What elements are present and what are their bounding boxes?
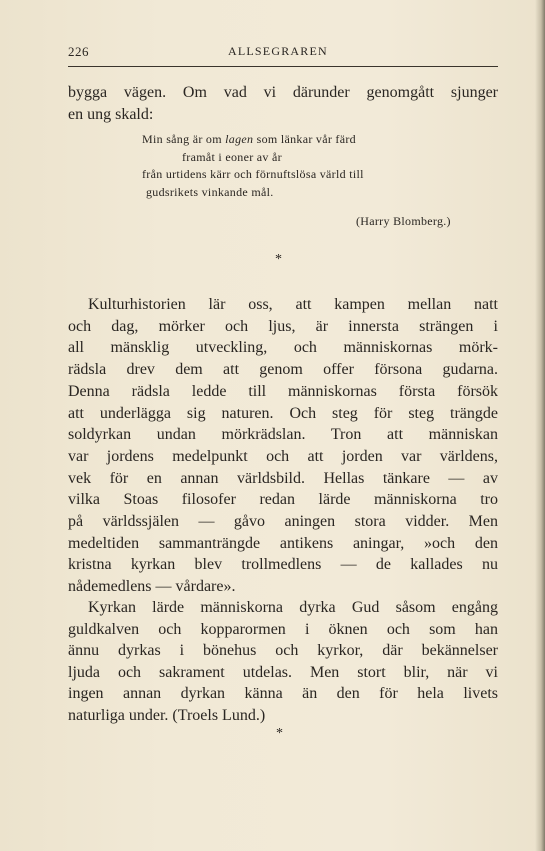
text-line: medeltiden sammanträngde antikens aningar, »och den bbox=[68, 534, 498, 552]
text-line: ännu dyrkas i bönehus och kyrkor, där bekännelser bbox=[68, 642, 498, 659]
verse-line: framåt i eoner av år bbox=[182, 149, 282, 164]
intro-paragraph bbox=[68, 82, 498, 125]
page-number: 226 bbox=[68, 44, 89, 59]
verse-line: gudsrikets vinkande mål. bbox=[146, 184, 274, 199]
verse-quote bbox=[142, 131, 442, 201]
section-separator: * bbox=[275, 252, 282, 267]
text-line: vek för en annan världsbild. Hellas tänkare — av bbox=[68, 469, 498, 487]
main-paragraph bbox=[68, 294, 498, 598]
verse-line bbox=[142, 131, 442, 149]
verse-attribution: (Harry Blomberg.) bbox=[356, 214, 451, 228]
text-line: ljuda och sakrament utdelas. Men stort blir, när vi bbox=[68, 663, 498, 681]
text-line: att underlägga sig naturen. Och steg för steg trängde bbox=[68, 404, 498, 422]
text-line: rädsla drev dem att genom offer försona gudarna. bbox=[68, 361, 498, 379]
text-line: bygga vägen. Om vad vi därunder genomgått sjunger bbox=[68, 84, 498, 101]
text-line: kristna kyrkan blev trollmedlens — de kallades nu bbox=[68, 556, 498, 574]
header-rule bbox=[68, 66, 498, 67]
text-line: en ung skald: bbox=[68, 105, 154, 123]
text-line: ingen annan dyrkan känna än den för hela livets bbox=[68, 685, 498, 702]
running-head bbox=[68, 44, 498, 66]
verse-line-start: Min sång är om bbox=[142, 132, 226, 146]
text-line: soldyrkan undan mörkrädslan. Tron att människan bbox=[68, 426, 498, 444]
text-line: var jordens medelpunkt och att jorden var världens, bbox=[68, 447, 498, 465]
page-edge-shadow bbox=[535, 0, 545, 851]
section-separator: * bbox=[276, 726, 283, 741]
text-line: guldkalven och kopparormen i öknen och som han bbox=[68, 620, 498, 638]
text-line: vilka Stoas filosofer redan lärde människorna tro bbox=[68, 491, 498, 509]
second-paragraph bbox=[68, 597, 498, 726]
text-line: Denna rädsla ledde till människornas första försök bbox=[68, 382, 498, 400]
running-title: ALLSEGRAREN bbox=[228, 44, 328, 58]
text-line: på världssjälen — gåvo aningen stora vidder. Men bbox=[68, 513, 498, 531]
text-line: och dag, mörker och ljus, är innersta strängen i bbox=[68, 317, 498, 335]
verse-line: från urtidens kärr och förnuftslösa värld till bbox=[142, 167, 364, 181]
text-line: nådemedlens — vårdare». bbox=[68, 578, 236, 596]
text-line: naturliga under. (Troels Lund.) bbox=[68, 706, 266, 724]
text-line: Kulturhistorien lär oss, att kampen mellan natt bbox=[88, 296, 498, 313]
verse-line-end: som länkar vår färd bbox=[253, 132, 356, 146]
text-line: Kyrkan lärde människorna dyrka Gud såsom engång bbox=[88, 599, 498, 616]
verse-emphasis: lagen bbox=[225, 132, 254, 146]
text-line: all mänsklig utveckling, och människornas mörk- bbox=[68, 339, 498, 357]
